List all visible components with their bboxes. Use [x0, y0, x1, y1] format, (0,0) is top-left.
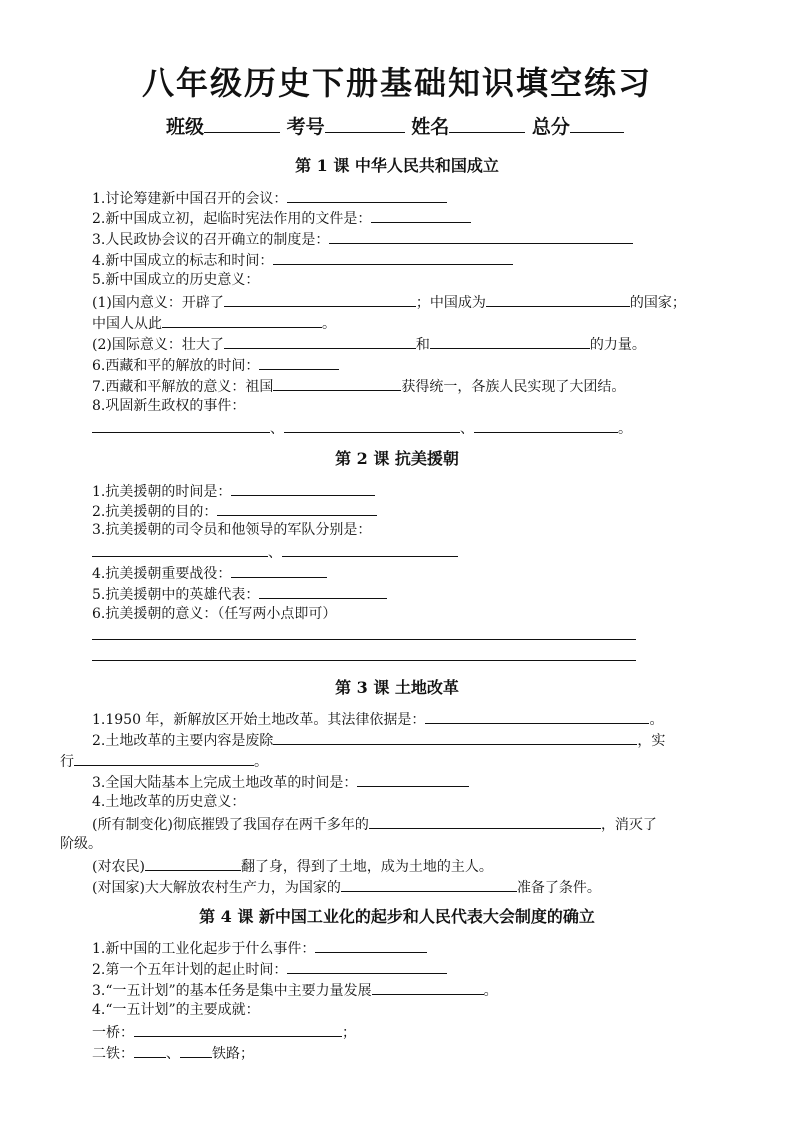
blank[interactable]	[341, 876, 517, 892]
l1-q4: 4.新中国成立的标志和时间：	[92, 249, 513, 271]
blank[interactable]	[474, 417, 618, 433]
blank[interactable]	[315, 937, 427, 953]
l2-q6-answer-line-1[interactable]	[92, 639, 636, 640]
blank[interactable]	[287, 187, 447, 203]
l2-q1: 1.抗美援朝的时间是：	[92, 480, 375, 502]
lesson-1-heading: 第 1 课 中华人民共和国成立	[295, 156, 499, 175]
l1-q5-domestic: (1)国内意义：开辟了 ；中国成为 的国家；	[92, 291, 686, 313]
blank[interactable]	[134, 1021, 342, 1037]
blank[interactable]	[284, 417, 460, 433]
l1-q8: 8.巩固新生政权的事件：	[92, 398, 246, 414]
l2-q6: 6.抗美援朝的意义：（任写两小点即可）	[92, 606, 337, 622]
l2-q4: 4.抗美援朝重要战役：	[92, 562, 327, 584]
l2-q3-blanks: 、	[92, 541, 458, 563]
score-blank[interactable]	[570, 114, 624, 133]
l1-q7: 7.西藏和平解放的意义：祖国 获得统一，各族人民实现了大团结。	[92, 375, 625, 397]
blank[interactable]	[371, 207, 471, 223]
blank[interactable]	[430, 333, 590, 349]
page-title: 八年级历史下册基础知识填空练习	[141, 64, 652, 102]
blank[interactable]	[74, 750, 254, 766]
score-label: 总分	[531, 116, 570, 138]
l3-q1: 1.1950 年，新解放区开始土地改革。其法律依据是： 。	[92, 708, 663, 730]
blank[interactable]	[180, 1042, 212, 1058]
blank[interactable]	[486, 291, 630, 307]
name-label: 姓名	[411, 116, 450, 138]
l1-q5: 5.新中国成立的历史意义：	[92, 272, 260, 288]
class-label: 班级	[166, 116, 205, 138]
blank[interactable]	[224, 291, 416, 307]
l2-q5: 5.抗美援朝中的英雄代表：	[92, 583, 387, 605]
blank[interactable]	[273, 249, 513, 265]
lesson-3-heading: 第 3 课 土地改革	[335, 678, 459, 697]
blank[interactable]	[162, 312, 322, 328]
blank[interactable]	[357, 771, 469, 787]
blank[interactable]	[259, 583, 387, 599]
l4-q2: 2.第一个五年计划的起止时间：	[92, 958, 447, 980]
student-info-line	[166, 112, 624, 139]
l4-q3: 3.“一五计划”的基本任务是集中主要力量发展 。	[92, 979, 498, 1001]
l2-q3: 3.抗美援朝的司令员和他领导的军队分别是：	[92, 522, 372, 538]
blank[interactable]	[329, 228, 633, 244]
l4-q1: 1.新中国的工业化起步于什么事件：	[92, 937, 427, 959]
number-label: 考号	[286, 116, 325, 138]
lesson-2-heading: 第 2 课 抗美援朝	[335, 449, 459, 468]
l1-q6: 6.西藏和平的解放的时间：	[92, 354, 339, 376]
l3-q2-cont: 行 。	[60, 750, 268, 772]
blank[interactable]	[287, 958, 447, 974]
blank[interactable]	[134, 1042, 166, 1058]
blank[interactable]	[282, 541, 458, 557]
lesson-4-heading: 第 4 课 新中国工业化的起步和人民代表大会制度的确立	[199, 907, 595, 926]
l1-q2: 2.新中国成立初，起临时宪法作用的文件是：	[92, 207, 471, 229]
l3-q4-ownership: (所有制变化)彻底摧毁了我国存在两千多年的 ，消灭了	[92, 813, 657, 835]
blank[interactable]	[217, 500, 377, 516]
blank[interactable]	[92, 417, 270, 433]
l1-q1: 1.讨论筹建新中国召开的会议：	[92, 187, 447, 209]
number-blank[interactable]	[325, 114, 405, 133]
l2-q2: 2.抗美援朝的目的：	[92, 500, 377, 522]
l3-q2: 2.土地改革的主要内容是废除 ，实	[92, 729, 665, 751]
l1-q8-blanks: 、 、 。	[92, 417, 632, 439]
l3-q4-ownership-cont: 阶级。	[60, 836, 102, 852]
l3-q3: 3.全国大陆基本上完成土地改革的时间是：	[92, 771, 469, 793]
blank[interactable]	[425, 708, 649, 724]
blank[interactable]	[224, 333, 416, 349]
blank[interactable]	[231, 480, 375, 496]
blank[interactable]	[369, 813, 601, 829]
l3-q4-nation: (对国家)大大解放农村生产力，为国家的 准备了条件。	[92, 876, 601, 898]
blank[interactable]	[259, 354, 339, 370]
l3-q4: 4.土地改革的历史意义：	[92, 794, 246, 810]
l4-q4-railways: 二铁： 、 铁路；	[92, 1042, 254, 1064]
blank[interactable]	[145, 855, 241, 871]
blank[interactable]	[273, 375, 401, 391]
l3-q4-peasants: (对农民) 翻了身，得到了土地，成为土地的主人。	[92, 855, 493, 877]
blank[interactable]	[273, 729, 637, 745]
l1-q5-international: (2)国际意义：壮大了 和 的力量。	[92, 333, 646, 355]
l1-q5-domestic-cont: 中国人从此 。	[92, 312, 336, 334]
blank[interactable]	[231, 562, 327, 578]
l1-q3: 3.人民政协会议的召开确立的制度是：	[92, 228, 633, 250]
class-blank[interactable]	[204, 114, 280, 133]
l2-q6-answer-line-2[interactable]	[92, 660, 636, 661]
l4-q4-bridge: 一桥： ；	[92, 1021, 356, 1043]
blank[interactable]	[372, 979, 484, 995]
blank[interactable]	[92, 541, 268, 557]
l4-q4: 4.“一五计划”的主要成就：	[92, 1002, 260, 1018]
name-blank[interactable]	[449, 114, 525, 133]
